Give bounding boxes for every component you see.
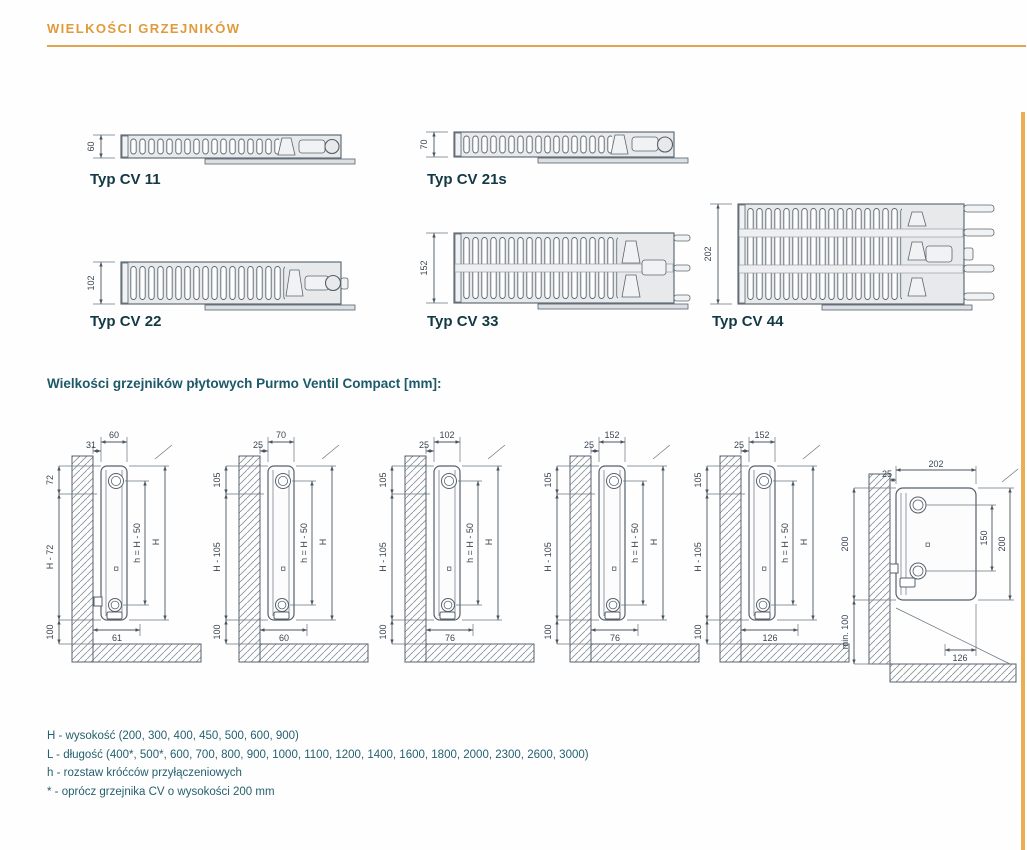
title-underline: [47, 45, 1026, 47]
cv33-drawing: [418, 229, 698, 315]
sv1-bottom-dim: 61: [111, 633, 123, 643]
cv33-height-dim: 152: [419, 260, 429, 276]
sv2-left-mid-dim: H - 105: [212, 542, 222, 572]
sv5-H-dim: H: [799, 538, 809, 546]
sv5-gap-dim: 25: [733, 440, 745, 450]
sv2-left-top-dim: 105: [212, 472, 222, 488]
sv5-bottom-dim: 126: [762, 633, 778, 643]
side-view-4: [543, 428, 708, 680]
sv5-left-bottom-dim: 100: [693, 624, 703, 640]
sv5-left-top-dim: 105: [693, 472, 703, 488]
cv22-label: Typ CV 22: [90, 313, 162, 330]
cv22-drawing: [85, 258, 355, 316]
sv4-left-top-dim: 105: [543, 472, 553, 488]
corner-right-outer-dim: 200: [997, 536, 1007, 552]
sv3-h-dim: h = H - 50: [465, 523, 475, 563]
side-view-3: [378, 428, 543, 680]
cv44-label: Typ CV 44: [712, 313, 784, 330]
side-view-5: [693, 428, 858, 680]
sv1-left-top-dim: 72: [45, 474, 55, 486]
sv2-bottom-dim: 60: [278, 633, 290, 643]
cv22-height-dim: 102: [86, 275, 96, 291]
sv4-h-dim: h = H - 50: [630, 523, 640, 563]
cv21s-height-dim: 70: [419, 139, 429, 150]
sv2-depth-dim: 70: [275, 430, 287, 440]
corner-gap-dim: 25: [881, 469, 893, 479]
corner-depth-dim: 202: [928, 459, 944, 469]
cv11-height-dim: 60: [86, 141, 96, 152]
sv4-bottom-dim: 76: [609, 633, 621, 643]
corner-left-top-dim: 200: [840, 536, 850, 552]
sv5-left-mid-dim: H - 105: [693, 542, 703, 572]
sv1-depth-dim: 60: [108, 430, 120, 440]
sv1-left-mid-dim: H - 72: [45, 544, 55, 570]
footnote-asterisk: * - oprócz grzejnika CV o wysokości 200 mm: [47, 785, 275, 798]
sv5-h-dim: h = H - 50: [780, 523, 790, 563]
sv4-depth-dim: 152: [604, 430, 620, 440]
sv4-gap-dim: 25: [583, 440, 595, 450]
sv3-left-top-dim: 105: [378, 472, 388, 488]
corner-bottom-dim: 126: [952, 653, 968, 663]
sv2-left-bottom-dim: 100: [212, 624, 222, 640]
sv4-H-dim: H: [649, 538, 659, 546]
sv2-h-dim: h = H - 50: [299, 523, 309, 563]
cv44-height-dim: 202: [703, 246, 713, 262]
cv33-label: Typ CV 33: [427, 313, 499, 330]
sv2-H-dim: H: [318, 538, 328, 546]
corner-left-bottom-dim: min. 100: [840, 614, 850, 650]
sv3-depth-dim: 102: [439, 430, 455, 440]
sv1-gap-dim: 31: [85, 440, 97, 450]
sv3-H-dim: H: [484, 538, 494, 546]
side-view-1: [45, 428, 210, 680]
sv3-bottom-dim: 76: [444, 633, 456, 643]
cv21s-label: Typ CV 21s: [427, 171, 507, 188]
page-title: WIELKOŚCI GRZEJNIKÓW: [47, 21, 241, 36]
sv1-h-dim: h = H - 50: [132, 523, 142, 563]
footnote-height: H - wysokość (200, 300, 400, 450, 500, 600, 900): [47, 730, 299, 742]
cv44-drawing: [702, 200, 1002, 318]
footnote-connection: h - rozstaw króćców przyłączeniowych: [47, 767, 242, 779]
section-heading: Wielkości grzejników płytowych Purmo Ventil Compact [mm]:: [47, 376, 442, 391]
sv3-gap-dim: 25: [418, 440, 430, 450]
sv4-left-mid-dim: H - 105: [543, 542, 553, 572]
sv3-left-bottom-dim: 100: [378, 624, 388, 640]
sv4-left-bottom-dim: 100: [543, 624, 553, 640]
corner-view: [840, 458, 1027, 703]
side-view-2: [212, 428, 377, 680]
footnote-length: L - długość (400*, 500*, 600, 700, 800, 900, 1000, 1100, 1200, 1400, 1600, 1800, 2000, 2300, 2600, 3000): [47, 748, 589, 761]
cv11-label: Typ CV 11: [90, 171, 161, 188]
sv3-left-mid-dim: H - 105: [378, 542, 388, 572]
footnotes-block: [47, 730, 589, 804]
sv1-H-dim: H: [151, 538, 161, 546]
sv5-depth-dim: 152: [754, 430, 770, 440]
corner-right-inner-dim: 150: [979, 530, 989, 546]
sv2-gap-dim: 25: [252, 440, 264, 450]
sv1-left-bottom-dim: 100: [45, 624, 55, 640]
